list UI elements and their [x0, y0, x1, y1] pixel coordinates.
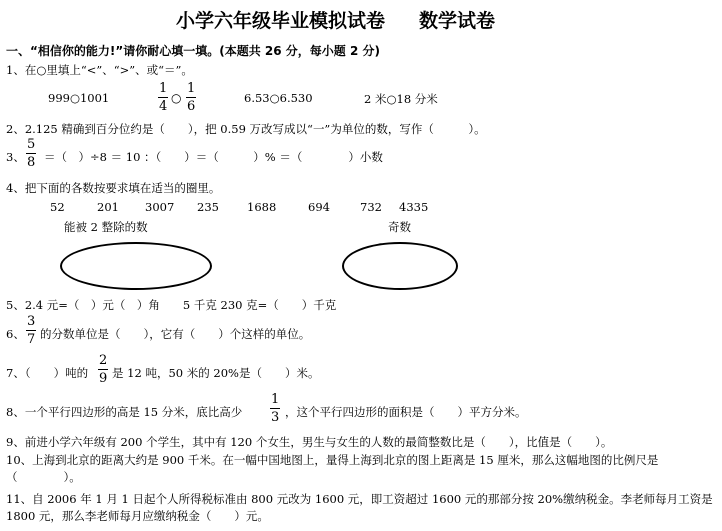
- question-6-rest: 的分数单位是（ ），它有（ ）个这样的单位。: [40, 327, 311, 341]
- question-2: 2、2.125 精确到百分位约是（ ），把 0.59 万改写成以“一”为单位的数，写作（ ）。: [6, 122, 486, 136]
- fraction-denominator: 8: [27, 155, 36, 170]
- q1-compare-c: 6.53○6.530: [244, 91, 313, 105]
- question-9: 9、前进小学六年级有 200 个学生，其中有 120 个女生，男生与女生的人数的最简整数比是（ ），比值是（ ）。: [6, 435, 613, 449]
- odd-numbers-circle[interactable]: [342, 242, 458, 290]
- exam-title-main: 小学六年级毕业模拟试卷: [176, 10, 386, 32]
- fraction-bar: [26, 330, 36, 331]
- fraction-bar: [98, 369, 108, 370]
- question-10: 10、上海到北京的距离大约是 900 千米。在一幅中国地图上，量得上海到北京的图上距离是 15 厘米，那么这幅地图的比例尺是（ ）。: [6, 453, 659, 484]
- fraction-numerator: 1: [271, 392, 280, 407]
- exam-title: [176, 6, 495, 33]
- fraction-numerator: 5: [27, 137, 36, 152]
- q1-fraction-right: [186, 82, 196, 113]
- fraction-numerator: 3: [27, 314, 36, 329]
- q8-fraction: [270, 393, 280, 424]
- fraction-denominator: 9: [99, 371, 108, 386]
- q4-number: 52: [50, 200, 65, 214]
- section-heading: 一、“相信你的能力!”请你耐心填一填。(本题共 26 分，每小题 2 分): [6, 44, 380, 58]
- fraction-bar: [26, 153, 36, 154]
- fraction-numerator: 1: [159, 81, 168, 96]
- q6-fraction: [26, 315, 36, 346]
- q4-label-even: 能被 2 整除的数: [64, 220, 148, 234]
- question-4: 4、把下面的各数按要求填在适当的圈里。: [6, 181, 221, 195]
- fraction-denominator: 7: [27, 332, 36, 347]
- fraction-bar: [186, 97, 196, 98]
- fraction-numerator: 1: [187, 81, 196, 96]
- question-3-rest: ＝（ ）÷8 ＝ 10 ：（ ）＝（ ）% ＝（ ）小数: [44, 150, 383, 164]
- fraction-numerator: 2: [99, 353, 108, 368]
- even-numbers-circle[interactable]: [60, 242, 212, 290]
- question-3-prefix: 3、: [6, 150, 25, 164]
- q4-number: 4335: [399, 200, 429, 214]
- fraction-denominator: 4: [159, 99, 168, 114]
- fraction-denominator: 6: [187, 99, 196, 114]
- q4-number: 3007: [145, 200, 175, 214]
- fraction-denominator: 3: [271, 410, 280, 425]
- question-8-rest: ，这个平行四边形的面积是（ ）平方分米。: [285, 405, 527, 419]
- q7-fraction: [98, 354, 108, 385]
- question-5: 5、2.4 元=（ ）元（ ）角 5 千克 230 克=（ ）千克: [6, 298, 337, 312]
- question-6-prefix: 6、: [6, 327, 25, 341]
- q1-compare-d: 2 米○18 分米: [364, 92, 438, 106]
- q4-number: 235: [197, 200, 219, 214]
- q1-compare-circle: ○: [171, 91, 182, 105]
- q4-number: 201: [97, 200, 119, 214]
- question-7-prefix: 7、（ ）吨的: [6, 366, 89, 380]
- q1-fraction-left: [158, 82, 168, 113]
- q4-number: 694: [308, 200, 330, 214]
- fraction-bar: [270, 408, 280, 409]
- q3-fraction: [26, 138, 36, 169]
- exam-subject: 数学试卷: [419, 10, 496, 32]
- q4-number: 1688: [247, 200, 277, 214]
- question-8-prefix: 8、一个平行四边形的高是 15 分米，底比高少: [6, 405, 243, 419]
- q4-label-odd: 奇数: [388, 220, 411, 234]
- fraction-bar: [158, 97, 168, 98]
- question-7-rest: 是 12 吨，50 米的 20%是（ ）米。: [112, 366, 320, 380]
- q1-compare-a: 999○1001: [48, 91, 110, 105]
- question-11: 11、自 2006 年 1 月 1 日起个人所得税标准由 800 元改为 1600 元，即工资超过 1600 元的那部分按 20%缴纳税金。李老师每月工资是 1800 元，那么李老师每月应缴纳税金（ ）元。: [6, 492, 713, 523]
- question-1: 1、在○里填上“<”、“>”、或“＝”。: [6, 63, 193, 77]
- q4-number: 732: [360, 200, 382, 214]
